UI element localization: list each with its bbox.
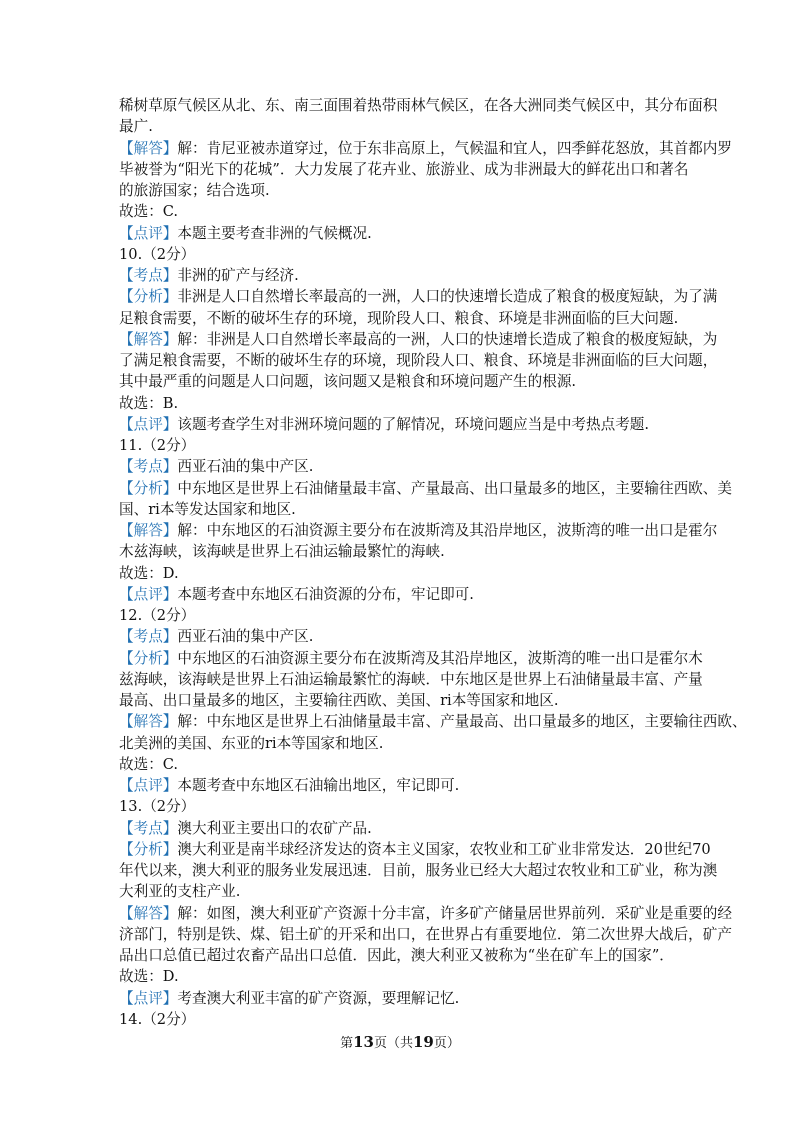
page-total: 19 [413,1033,434,1051]
answer-line [119,138,732,159]
review-line [119,223,691,244]
review-text: 本题考查中东地区石油输出地区，牢记即可. [177,777,460,794]
review-line [119,414,691,435]
answer-line: 毕被誉为“阳光下的花城”．大力发展了花卉业、旅游业、成为非洲最大的鲜花出口和著名 [119,160,689,178]
review-text: 本题考查中东地区石油资源的分布，牢记即可. [177,585,474,603]
analysis-tag: 【分析】 [119,288,178,306]
answer-line: 济部门，特别是铁、煤、铝土矿的开采和出口，在世界占有重要地位．第二次世界大战后，矿产 [119,925,732,943]
footer-suffix: 页） [433,1036,460,1051]
review-text: 该题考查学生对非洲环境问题的了解情况，环境问题应当是中考热点考题. [177,415,650,433]
analysis-line [119,478,732,499]
choice-line: 故选：C. [119,203,179,221]
analysis-tag: 【分析】 [119,840,178,858]
review-text: 本题主要考查非洲的气候概况. [177,224,372,242]
analysis-line [119,286,718,307]
answer-tag: 【解答】 [119,522,178,539]
answer-text: 解：肯尼亚被赤道穿过，位于东非高原上，气候温和宜人，四季鲜花怒放，其首都内罗 [177,139,732,157]
question-number: 14.（2分） [119,1010,196,1028]
answer-line [119,711,747,732]
analysis-text: 澳大利亚是南半球经济发达的资本主义国家，农牧业和工矿业非常发达．20世纪70 [177,840,711,858]
analysis-line: 年代以来，澳大利亚的服务业发展迅速．目前，服务业已经大大超过农牧业和工矿业，称为澳 [119,862,718,879]
text-line: 稀树草原气候区从北、东、南三面围着热带雨林气候区，在各大洲同类气候区中，其分布面积 [119,97,718,114]
review-tag: 【点评】 [119,415,178,433]
choice-line: 故选：D. [119,564,179,582]
point-line [119,818,691,839]
question-number: 12.（2分） [119,607,196,624]
answer-tag: 【解答】 [119,330,178,348]
analysis-line: 国、ri本等发达国家和地区. [119,500,296,518]
answer-line: 了满足粮食需要，不断的破坏生存的环境，现阶段人口、粮食、环境是非洲面临的巨大问题， [119,352,718,369]
analysis-line [119,839,711,860]
answer-line [119,903,732,924]
page-content [119,95,747,1030]
answer-tag: 【解答】 [119,139,178,157]
analysis-line: 最高、出口量最多的地区，主要输往西欧、美国、ri本等国家和地区. [119,692,559,709]
analysis-text: 非洲是人口自然增长率最高的一洲，人口的快速增长造成了粮食的极度短缺，为了满 [177,288,718,306]
answer-text: 解：中东地区是世界上石油储量最丰富、产量最高、出口量最多的地区，主要输往西欧、 [177,713,747,731]
analysis-line: 大利亚的支柱产业. [119,883,241,901]
analysis-text: 中东地区的石油资源主要分布在波斯湾及其沿岸地区，波斯湾的唯一出口是霍尔木 [177,649,703,667]
review-line [119,775,691,796]
analysis-line: 足粮食需要，不断的破坏生存的环境，现阶段人口、粮食、环境是非洲面临的巨大问题. [119,309,679,327]
review-tag: 【点评】 [119,989,178,1007]
choice-line: 故选：B. [119,394,179,412]
point-tag: 【考点】 [119,458,178,476]
review-tag: 【点评】 [119,585,178,603]
analysis-line [119,648,703,669]
question-number: 10.（2分） [119,245,196,263]
analysis-tag: 【分析】 [119,649,178,667]
answer-tag: 【解答】 [119,713,178,731]
question-number: 11.（2分） [119,437,196,454]
point-line [119,626,691,647]
answer-line: 品出口总值已超过农畜产品出口总值．因此，澳大利亚又被称为“坐在矿车上的国家”． [119,947,674,964]
point-text: 西亚石油的集中产区. [177,628,314,646]
analysis-text: 中东地区是世界上石油储量最丰富、产量最高、出口量最多的地区，主要输往西欧、美 [177,479,732,497]
text-line: 最广. [119,118,153,136]
page-number: 13 [353,1033,374,1051]
question-number: 13.（2分） [119,798,196,816]
answer-text: 解：非洲是人口自然增长率最高的一洲，人口的快速增长造成了粮食的极度短缺，为 [177,330,718,348]
choice-line: 故选：C. [119,755,179,773]
answer-text: 解：如图，澳大利亚矿产资源十分丰富，许多矿产储量居世界前列．采矿业是重要的经 [177,904,732,922]
answer-text: 解：中东地区的石油资源主要分布在波斯湾及其沿岸地区，波斯湾的唯一出口是霍尔 [177,522,718,539]
answer-tag: 【解答】 [119,904,178,922]
point-line [119,265,691,286]
answer-line: 其中最严重的问题是人口问题，该问题又是粮食和环境问题产生的根源. [119,373,577,391]
answer-line: 木兹海峡，该海峡是世界上石油运输最繁忙的海峡. [119,543,445,561]
footer-prefix: 第 [340,1036,354,1051]
analysis-line: 兹海峡，该海峡是世界上石油运输最繁忙的海峡．中东地区是世界上石油储量最丰富、产量 [119,670,703,688]
answer-line: 的旅游国家；结合选项. [119,182,270,199]
footer-mid: 页（共 [373,1036,413,1051]
review-text: 考查澳大利亚丰富的矿产资源，要理解记忆. [177,989,460,1007]
review-tag: 【点评】 [119,777,178,794]
review-line [119,584,691,605]
point-text: 西亚石油的集中产区. [177,458,314,476]
answer-line [119,329,718,350]
point-tag: 【考点】 [119,819,178,837]
choice-line: 故选：D. [119,968,179,986]
point-tag: 【考点】 [119,628,178,646]
page-footer [0,1032,800,1051]
point-text: 澳大利亚主要出口的农矿产品. [177,819,372,837]
point-tag: 【考点】 [119,267,178,284]
answer-line [119,520,718,541]
review-tag: 【点评】 [119,224,178,242]
point-line [119,456,691,477]
analysis-tag: 【分析】 [119,479,178,497]
point-text: 非洲的矿产与经济. [177,267,299,284]
answer-line: 北美洲的美国、东亚的ri本等国家和地区. [119,734,384,752]
review-line [119,988,691,1009]
